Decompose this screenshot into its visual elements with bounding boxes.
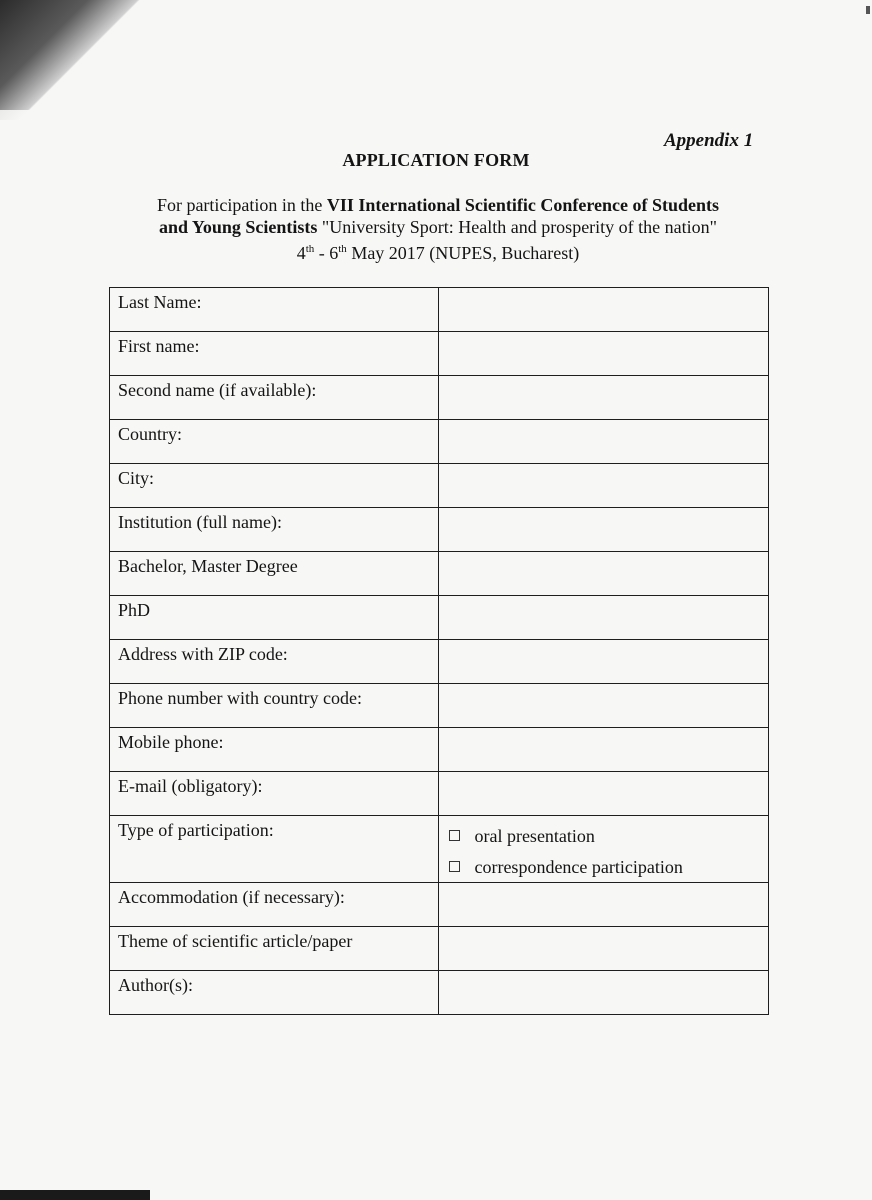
field-input[interactable]: [439, 376, 769, 420]
table-row: [110, 640, 769, 684]
form-title: APPLICATION FORM: [342, 150, 530, 170]
field-input[interactable]: [439, 772, 769, 816]
appendix-label: Appendix 1: [664, 130, 754, 151]
table-row: [110, 464, 769, 508]
field-label: Institution (full name):: [110, 508, 439, 552]
field-input[interactable]: [439, 684, 769, 728]
checkbox-icon[interactable]: [449, 861, 460, 872]
table-row: [110, 728, 769, 772]
folded-corner: [0, 0, 140, 110]
table-row: [110, 332, 769, 376]
field-input[interactable]: [439, 332, 769, 376]
table-row: [110, 376, 769, 420]
field-input[interactable]: [439, 883, 769, 927]
table-row: [110, 288, 769, 332]
conference-name: VII International Scientific Conference of Students: [326, 195, 720, 215]
conference-dates: 4th - 6th May 2017 (NUPES, Bucharest): [296, 243, 580, 263]
table-row: [110, 508, 769, 552]
table-row: [110, 971, 769, 1015]
table-row-participation: [110, 816, 769, 883]
field-label: PhD: [110, 596, 439, 640]
table-row: [110, 684, 769, 728]
field-label: Country:: [110, 420, 439, 464]
field-input[interactable]: [439, 640, 769, 684]
intro-text: For participation in the: [156, 195, 327, 215]
field-label: E-mail (obligatory):: [110, 772, 439, 816]
field-label: Address with ZIP code:: [110, 640, 439, 684]
field-input[interactable]: [439, 728, 769, 772]
field-input[interactable]: [439, 420, 769, 464]
option-oral-presentation[interactable]: [447, 822, 760, 851]
table-row: [110, 552, 769, 596]
scan-edge-mark: [0, 1190, 150, 1200]
field-label: Accommodation (if necessary):: [110, 883, 439, 927]
table-row: [110, 927, 769, 971]
scan-mark: [866, 6, 870, 14]
checkbox-icon[interactable]: [449, 830, 460, 841]
option-label: correspondence participation: [474, 857, 683, 877]
field-label: Author(s):: [110, 971, 439, 1015]
field-input[interactable]: [439, 464, 769, 508]
table-row: [110, 596, 769, 640]
field-label: Mobile phone:: [110, 728, 439, 772]
application-table: [109, 287, 769, 1015]
participation-options: [439, 816, 769, 883]
field-label: Phone number with country code:: [110, 684, 439, 728]
conference-intro: [100, 194, 776, 264]
field-label: Bachelor, Master Degree: [110, 552, 439, 596]
field-label: First name:: [110, 332, 439, 376]
participation-label: Type of participation:: [110, 816, 439, 883]
field-label: Theme of scientific article/paper: [110, 927, 439, 971]
field-label: City:: [110, 464, 439, 508]
field-input[interactable]: [439, 596, 769, 640]
field-label: Last Name:: [110, 288, 439, 332]
option-correspondence[interactable]: [447, 853, 760, 882]
field-input[interactable]: [439, 508, 769, 552]
table-row: [110, 883, 769, 927]
field-input[interactable]: [439, 552, 769, 596]
field-input[interactable]: [439, 288, 769, 332]
conference-theme: "University Sport: Health and prosperity of the nation": [317, 217, 717, 237]
table-row: [110, 420, 769, 464]
field-input[interactable]: [439, 971, 769, 1015]
field-input[interactable]: [439, 927, 769, 971]
option-label: oral presentation: [474, 826, 595, 846]
field-label: Second name (if available):: [110, 376, 439, 420]
conference-name-continued: and Young Scientists: [158, 217, 318, 237]
table-row: [110, 772, 769, 816]
